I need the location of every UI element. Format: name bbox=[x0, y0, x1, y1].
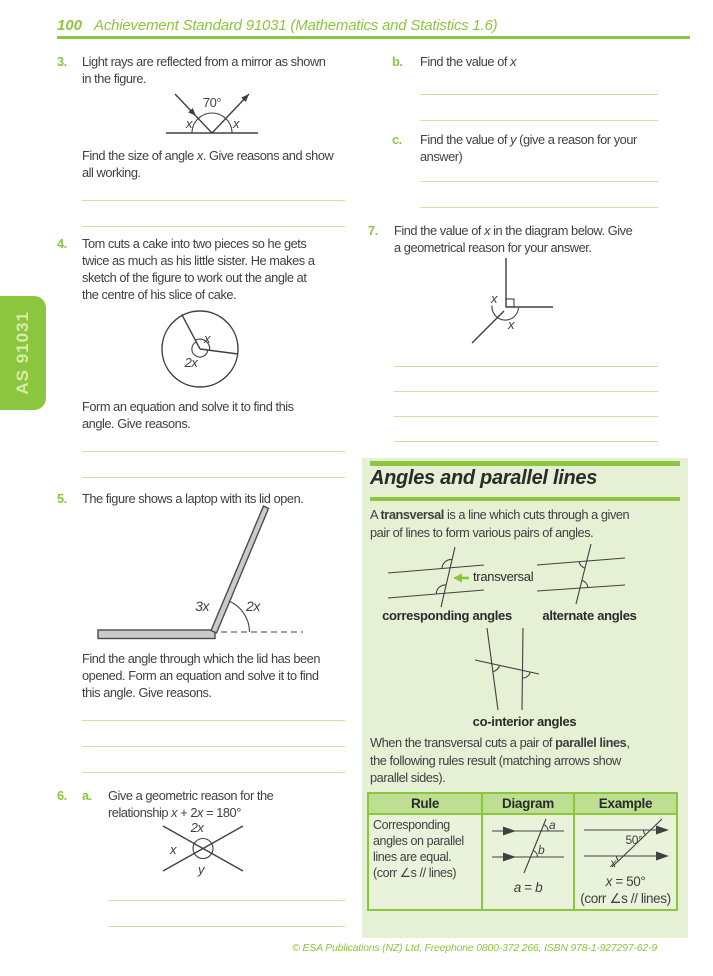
info-box bbox=[362, 458, 688, 938]
answer-line bbox=[394, 366, 658, 367]
co-interior-angles-caption: co-interior angles bbox=[472, 714, 577, 729]
crossing-lines-figure bbox=[157, 816, 249, 878]
rule-cell bbox=[368, 814, 482, 910]
question-6a-text: Give a geometric reason for the relationship x + 2x = 180° bbox=[108, 788, 274, 820]
question-3-number: 3. bbox=[57, 54, 67, 69]
mirror-figure bbox=[162, 89, 262, 141]
answer-line bbox=[82, 477, 345, 478]
transversal-label: transversal bbox=[473, 569, 534, 584]
title-rule-top bbox=[370, 461, 680, 466]
example-reason: (corr ∠s // lines) bbox=[580, 891, 671, 906]
page-number: 100 bbox=[57, 17, 83, 34]
answer-line bbox=[82, 200, 345, 201]
question-4-prompt: Form an equation and solve it to find this angle. Give reasons. bbox=[82, 399, 294, 431]
parallel-arrow-icon bbox=[503, 853, 516, 862]
corresponding-angles-figure bbox=[386, 544, 486, 610]
example-cell bbox=[574, 814, 677, 910]
cake-figure bbox=[160, 307, 242, 393]
answer-line bbox=[82, 451, 345, 452]
angle-x-left-label: x bbox=[490, 291, 498, 306]
answer-line bbox=[108, 900, 345, 901]
question-6b-text: Find the value of x bbox=[420, 54, 517, 69]
angle-x-bottom-label: x bbox=[507, 317, 515, 332]
parallel-arrow-icon bbox=[656, 826, 669, 835]
angle-b-label: b bbox=[538, 843, 545, 857]
angle-2x-label: 2x bbox=[246, 598, 260, 614]
footer-credit: © ESA Publications (NZ) Ltd, Freephone 0800-372 266, ISBN 978-1-927297-62-9 bbox=[292, 942, 657, 954]
question-7-text: Find the value of x in the diagram below. Give a geometrical reason for your answer. bbox=[394, 223, 633, 255]
info-box-title: Angles and parallel lines bbox=[370, 467, 598, 489]
angle-2x-label: 2x bbox=[190, 820, 204, 835]
question-3-text: Light rays are reflected from a mirror as shown in the figure. bbox=[82, 54, 326, 86]
angle-x-label: x bbox=[169, 842, 177, 857]
table-row bbox=[368, 814, 677, 910]
example-column-header: Example bbox=[574, 793, 677, 814]
diagram-equation: a = b bbox=[513, 880, 543, 895]
question-5-text: The figure shows a laptop with its lid open. bbox=[82, 491, 304, 506]
side-tab bbox=[0, 296, 46, 410]
question-6b-letter: b. bbox=[392, 54, 403, 69]
question-6b bbox=[368, 53, 660, 70]
parallel-arrow-icon bbox=[503, 827, 516, 836]
angle-x-label: x bbox=[609, 856, 616, 869]
answer-line bbox=[420, 181, 658, 182]
question-4-number: 4. bbox=[57, 236, 67, 251]
rule-column-header: Rule bbox=[368, 793, 482, 814]
parallel-arrow-icon bbox=[656, 852, 669, 861]
corresponding-rule-example bbox=[582, 817, 670, 869]
angle-y-label: y bbox=[197, 862, 205, 877]
answer-line bbox=[394, 441, 658, 442]
answer-line bbox=[82, 720, 345, 721]
info-box-paragraph-2: When the transversal cuts a pair of parallel lines, the following rules result (matching arrows show parallel sides). bbox=[370, 735, 630, 785]
answer-line bbox=[82, 772, 345, 773]
answer-line bbox=[394, 416, 658, 417]
question-4 bbox=[57, 235, 347, 431]
answer-line bbox=[82, 746, 345, 747]
angle-x-right-label: x bbox=[232, 116, 240, 131]
question-6c-letter: c. bbox=[392, 132, 402, 147]
diagram-column-header: Diagram bbox=[482, 793, 574, 814]
co-interior-angles-figure bbox=[473, 626, 543, 712]
answer-line bbox=[420, 207, 658, 208]
angle-x-left-label: x bbox=[185, 116, 193, 131]
question-3 bbox=[57, 53, 347, 180]
laptop-figure bbox=[97, 504, 307, 644]
question-3-prompt: Find the size of angle x. Give reasons and show all working. bbox=[82, 148, 334, 180]
angle-x-label: x bbox=[203, 331, 211, 346]
example-result: x = 50° bbox=[605, 874, 646, 889]
question-6c bbox=[368, 131, 660, 165]
answer-line bbox=[82, 226, 345, 227]
title-rule-bottom bbox=[370, 497, 680, 501]
header-rule bbox=[57, 36, 690, 39]
table-header-row bbox=[368, 793, 677, 814]
side-tab-label: AS 91031 bbox=[13, 311, 32, 395]
rules-table bbox=[367, 792, 678, 911]
alternate-angles-figure bbox=[534, 542, 628, 608]
question-7-number: 7. bbox=[368, 223, 378, 238]
question-6a-letter: a. bbox=[82, 788, 92, 803]
question-6 bbox=[57, 787, 347, 877]
answer-line bbox=[420, 120, 658, 121]
diagram-cell bbox=[482, 814, 574, 910]
angle-a-label: a bbox=[549, 818, 556, 832]
angle-3x-label: 3x bbox=[195, 598, 209, 614]
alternate-angles-caption: alternate angles bbox=[542, 608, 637, 623]
angle-70-label: 70° bbox=[202, 95, 222, 110]
corresponding-angles-caption: corresponding angles bbox=[382, 608, 512, 623]
info-box-paragraph-1: A transversal is a line which cuts through a given pair of lines to form various pairs of angles. bbox=[370, 507, 630, 540]
corresponding-rule-diagram bbox=[490, 817, 566, 875]
question-4-text: Tom cuts a cake into two pieces so he gets twice as much as his little sister. He makes a sketch of the figure to work out the angle at the centre of his slice of cake. bbox=[82, 236, 315, 302]
rule-text: Corresponding angles on parallel lines are equal. (corr ∠s // lines) bbox=[373, 818, 464, 880]
question-5-number: 5. bbox=[57, 491, 67, 506]
angle-2x-label: 2x bbox=[184, 355, 198, 370]
right-angle-figure bbox=[455, 256, 560, 351]
answer-line bbox=[394, 391, 658, 392]
transversal-arrow-icon bbox=[452, 572, 470, 584]
page-title: Achievement Standard 91031 (Mathematics and Statistics 1.6) bbox=[94, 17, 498, 34]
question-5 bbox=[57, 490, 347, 700]
question-5-prompt: Find the angle through which the lid has been opened. Form an equation and solve it to find this angle. Give reasons. bbox=[82, 651, 320, 700]
question-7 bbox=[368, 222, 660, 332]
angle-50-label: 50° bbox=[625, 833, 642, 847]
answer-line bbox=[420, 94, 658, 95]
page-header bbox=[57, 17, 690, 35]
question-6c-text: Find the value of y (give a reason for your answer) bbox=[420, 132, 637, 164]
answer-line bbox=[108, 926, 345, 927]
question-6-number: 6. bbox=[57, 788, 67, 803]
